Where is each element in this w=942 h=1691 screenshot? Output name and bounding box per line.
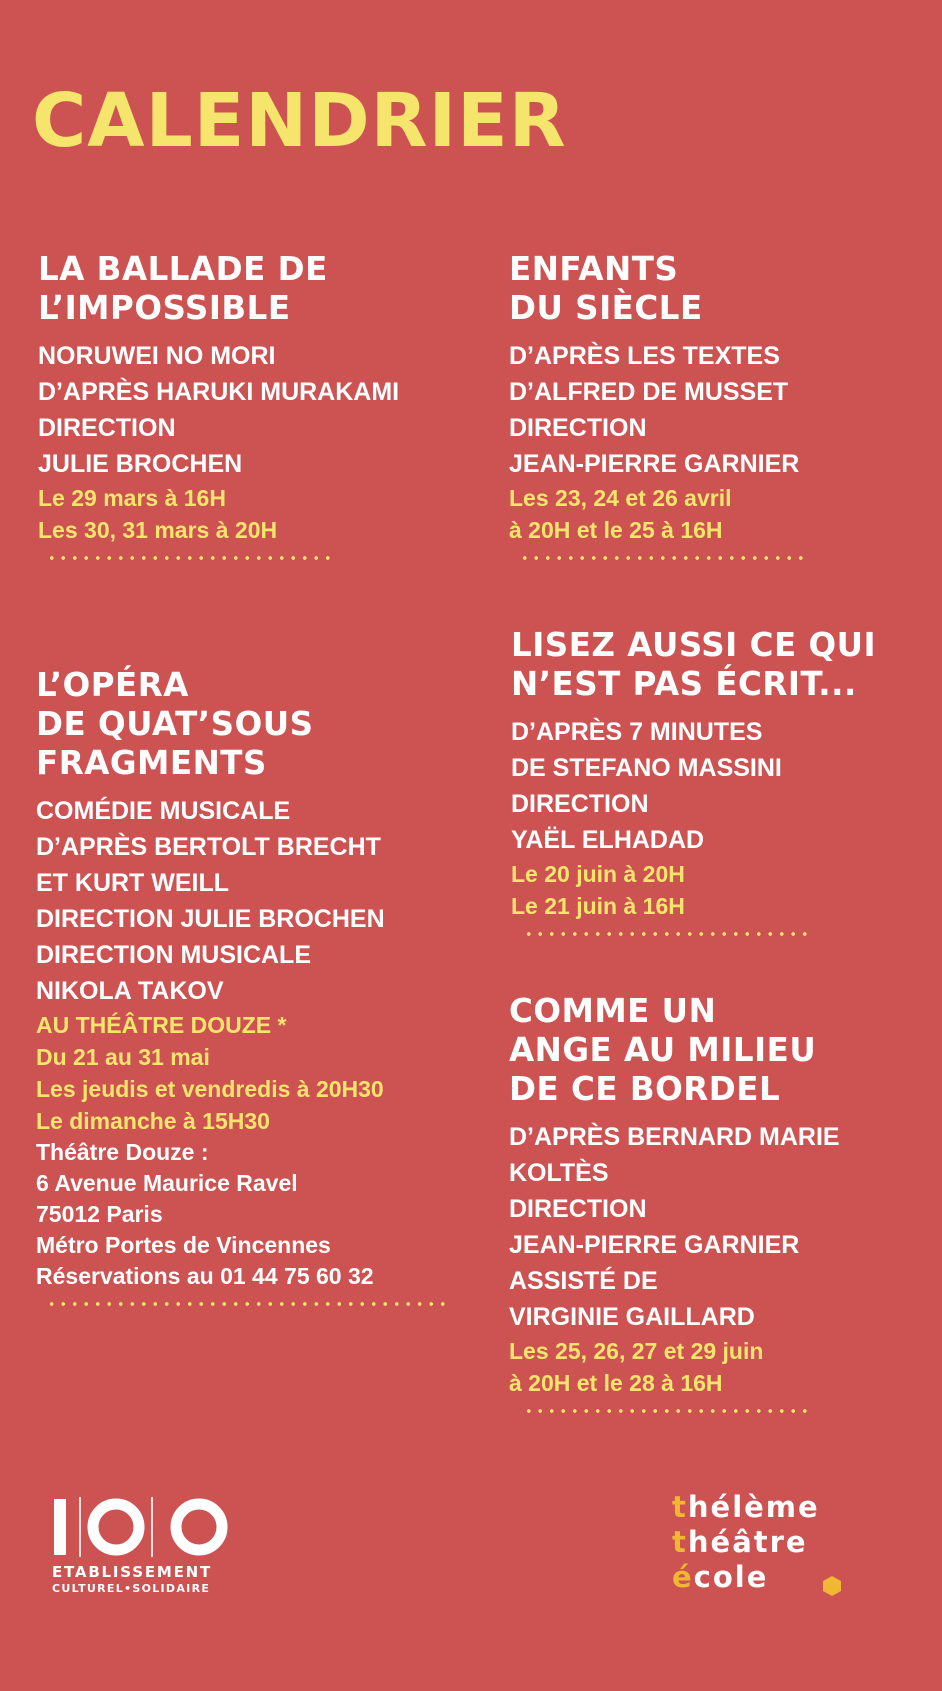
logo-100-line1: ETABLISSEMENT	[52, 1563, 213, 1581]
show-credit-line: D’APRÈS LES TEXTES	[509, 342, 780, 370]
show-date: à 20H et le 25 à 16H	[509, 517, 723, 543]
show-title-line: COMME UN	[509, 992, 717, 1030]
show-credit-line: ASSISTÉ DE	[509, 1267, 658, 1295]
show-date: AU THÉÂTRE DOUZE *	[36, 1012, 287, 1038]
show-date: Le 21 juin à 16H	[511, 893, 685, 919]
show-title-line: L’OPÉRA	[36, 666, 189, 704]
show-date: Les 30, 31 mars à 20H	[38, 517, 278, 543]
show-credit-line: JEAN-PIERRE GARNIER	[509, 450, 800, 478]
show-date: Les jeudis et vendredis à 20H30	[36, 1076, 384, 1102]
show-credit-line: VIRGINIE GAILLARD	[509, 1303, 755, 1331]
show-credit-line: KOLTÈS	[509, 1159, 609, 1187]
show-credit-line: D’APRÈS 7 MINUTES	[511, 718, 763, 746]
dotted-separator	[523, 932, 809, 936]
show-credit-line: YAËL ELHADAD	[511, 826, 705, 854]
dotted-separator	[46, 556, 332, 560]
show-credit-line: ET KURT WEILL	[36, 869, 230, 897]
hexagon-icon	[822, 1575, 842, 1597]
logo-100-line2: CULTUREL•SOLIDAIRE	[52, 1582, 211, 1595]
show-title	[38, 250, 399, 328]
show-title-line: LISEZ AUSSI CE QUI	[511, 626, 877, 664]
show-date: Les 23, 24 et 26 avril	[509, 485, 732, 511]
show-date: Le 20 juin à 20H	[511, 861, 685, 887]
show-title-line: LA BALLADE DE	[38, 250, 328, 288]
logo-theleme-row: école	[672, 1560, 769, 1594]
show-credit-line: D’APRÈS BERNARD MARIE	[509, 1123, 840, 1151]
show-title-line: ANGE AU MILIEU	[509, 1031, 817, 1069]
show-title	[36, 666, 446, 783]
venue-info-line: Théâtre Douze :	[36, 1139, 209, 1165]
venue-info-line: Métro Portes de Vincennes	[36, 1232, 331, 1258]
show-credit-line: DIRECTION	[509, 1195, 647, 1223]
show-date: Le 29 mars à 16H	[38, 485, 226, 511]
show-lisez-aussi	[511, 626, 876, 936]
show-credit-line: JEAN-PIERRE GARNIER	[509, 1231, 800, 1259]
page-title: CALENDRIER	[32, 78, 567, 164]
show-date: Le dimanche à 15H30	[36, 1108, 270, 1134]
show-credit-line: JULIE BROCHEN	[38, 450, 243, 478]
show-credit-line: DIRECTION	[509, 414, 647, 442]
dotted-separator	[46, 1302, 446, 1306]
show-title	[509, 250, 805, 328]
show-credit-line: D’APRÈS HARUKI MURAKAMI	[38, 378, 400, 406]
show-title-line: N’EST PAS ÉCRIT...	[511, 665, 857, 703]
show-la-ballade	[38, 250, 399, 560]
show-title-line: L’IMPOSSIBLE	[38, 289, 291, 327]
show-opera-de-quat-sous	[36, 666, 446, 1306]
show-credit-line: NORUWEI NO MORI	[38, 342, 276, 370]
logo-theleme-row: théâtre	[672, 1525, 808, 1559]
show-title-line: FRAGMENTS	[36, 744, 267, 782]
show-date: à 20H et le 28 à 16H	[509, 1370, 723, 1396]
show-credit-line: DIRECTION	[38, 414, 176, 442]
show-credit-line: DIRECTION JULIE BROCHEN	[36, 905, 385, 933]
dotted-separator	[523, 1409, 809, 1413]
show-title-line: DU SIÈCLE	[509, 289, 703, 327]
show-enfants-du-siecle	[509, 250, 805, 560]
show-credit-line: DE STEFANO MASSINI	[511, 754, 782, 782]
logo-theleme-theatre-ecole	[672, 1490, 852, 1595]
show-date: Les 25, 26, 27 et 29 juin	[509, 1338, 764, 1364]
show-title-line: ENFANTS	[509, 250, 679, 288]
show-credit-line: DIRECTION MUSICALE	[36, 941, 311, 969]
show-credit-line: D’ALFRED DE MUSSET	[509, 378, 789, 406]
show-title	[511, 626, 876, 704]
logo-100-etablissement	[52, 1495, 234, 1595]
dotted-separator	[519, 556, 805, 560]
logo-theleme-row: thélème	[672, 1490, 820, 1524]
show-credit-line: DIRECTION	[511, 790, 649, 818]
venue-info-line: 75012 Paris	[36, 1201, 163, 1227]
show-title-line: DE QUAT’SOUS	[36, 705, 314, 743]
show-title	[509, 992, 840, 1109]
show-credit-line: NIKOLA TAKOV	[36, 977, 224, 1005]
show-credit-line: COMÉDIE MUSICALE	[36, 797, 291, 825]
show-title-line: DE CE BORDEL	[509, 1070, 781, 1108]
show-credit-line: D’APRÈS BERTOLT BRECHT	[36, 833, 381, 861]
venue-info-line: 6 Avenue Maurice Ravel	[36, 1170, 298, 1196]
show-date: Du 21 au 31 mai	[36, 1044, 210, 1070]
venue-phone: Réservations au 01 44 75 60 32	[36, 1263, 374, 1289]
logo-100-mark	[52, 1495, 234, 1559]
show-comme-un-ange	[509, 992, 840, 1413]
